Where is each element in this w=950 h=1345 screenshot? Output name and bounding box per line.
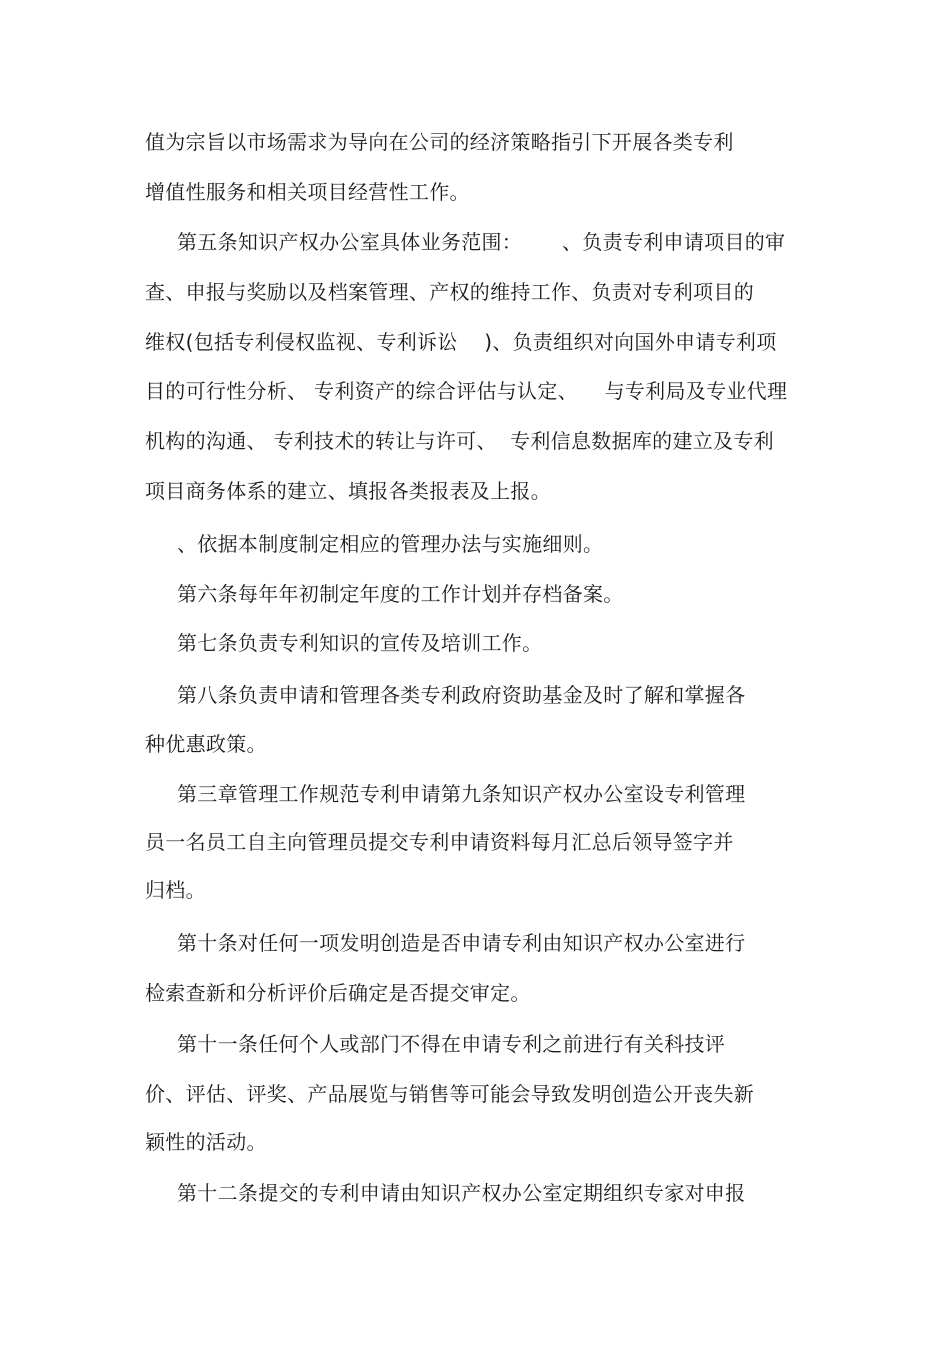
text-line: 第十一条任何个人或部门不得在申请专利之前进行有关科技评 xyxy=(177,1032,726,1056)
text-line: 第十二条提交的专利申请由知识产权办公室定期组织专家对申报 xyxy=(177,1181,746,1205)
text-line: 目的可行性分析、 专利资产的综合评估与认定、 与专利局及专业代理 xyxy=(145,379,788,403)
text-line: 第八条负责申请和管理各类专利政府资助基金及时了解和掌握各 xyxy=(177,683,746,707)
text-line: 、依据本制度制定相应的管理办法与实施细则。 xyxy=(177,532,604,556)
text-line: 颖性的活动。 xyxy=(145,1130,267,1154)
text-line: 检索查新和分析评价后确定是否提交审定。 xyxy=(145,981,531,1005)
text-line: 价、评估、评奖、产品展览与销售等可能会导致发明创造公开丧失新 xyxy=(145,1082,754,1106)
text-line: 值为宗旨以市场需求为导向在公司的经济策略指引下开展各类专利 xyxy=(145,130,734,154)
text-line: 第五条知识产权办公室具体业务范围： 、负责专利申请项目的审 xyxy=(177,230,786,254)
text-line: 归档。 xyxy=(145,878,206,902)
text-line: 增值性服务和相关项目经营性工作。 xyxy=(145,180,470,204)
text-line: 维权(包括专利侵权监视、专利诉讼 )、负责组织对向国外申请专利项 xyxy=(145,330,777,354)
text-line: 种优惠政策。 xyxy=(145,732,267,756)
text-line: 第六条每年年初制定年度的工作计划并存档备案。 xyxy=(177,582,624,606)
text-line: 查、申报与奖励以及档案管理、产权的维持工作、负责对专利项目的 xyxy=(145,280,754,304)
text-line: 员一名员工自主向管理员提交专利申请资料每月汇总后领导签字并 xyxy=(145,830,734,854)
text-line: 项目商务体系的建立、填报各类报表及上报。 xyxy=(145,479,551,503)
text-line: 第三章管理工作规范专利申请第九条知识产权办公室设专利管理 xyxy=(177,782,746,806)
text-line: 第七条负责专利知识的宣传及培训工作。 xyxy=(177,631,543,655)
text-line: 第十条对任何一项发明创造是否申请专利由知识产权办公室进行 xyxy=(177,931,746,955)
text-line: 机构的沟通、 专利技术的转让与许可、 专利信息数据库的建立及专利 xyxy=(145,429,774,453)
